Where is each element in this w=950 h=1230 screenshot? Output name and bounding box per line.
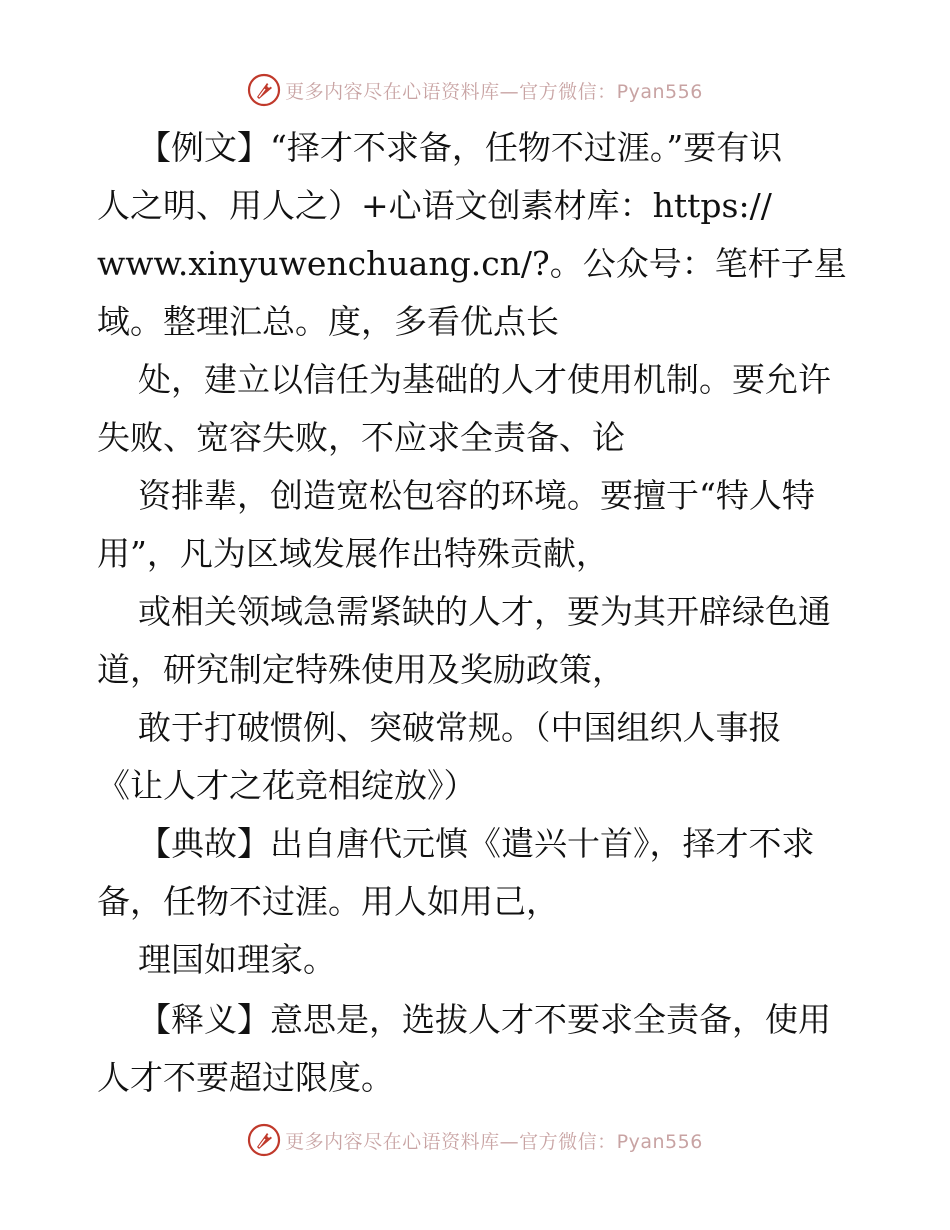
- text-line: www.xinyuwenchuang.cn/?。公众号：笔杆子星: [97, 244, 847, 283]
- text-line: 道，研究制定特殊使用及奖励政策，: [97, 650, 625, 689]
- text-line: 域。整理汇总。度，多看优点长: [97, 302, 559, 341]
- text-line: 用”，凡为区域发展作出特殊贡献，: [97, 534, 609, 573]
- text-line: 【例文】“择才不求备，任物不过涯。”要有识: [138, 128, 783, 167]
- footer-banner-text: 更多内容尽在心语资料库—官方微信：Pyan556: [285, 1130, 703, 1153]
- text-line: 或相关领域急需紧缺的人才，要为其开辟绿色通: [138, 592, 831, 631]
- text-line: 资排辈，创造宽松包容的环境。要擅于“特人特: [138, 476, 815, 515]
- header-banner-text: 更多内容尽在心语资料库—官方微信：Pyan556: [285, 80, 703, 103]
- text-line: 《让人才之花竞相绽放》）: [97, 766, 477, 805]
- text-line: 人之明、用人之）+心语文创素材库：https://: [97, 186, 772, 225]
- text-line: 人才不要超过限度。: [97, 1058, 394, 1097]
- text-line: 处，建立以信任为基础的人才使用机制。要允许: [138, 360, 831, 399]
- text-line: 备，任物不过涯。用人如用己，: [97, 882, 559, 921]
- text-line: 【释义】意思是，选拔人才不要求全责备，使用: [138, 1000, 831, 1039]
- text-line: 失败、宽容失败，不应求全责备、论: [97, 418, 625, 457]
- footer-banner: [0, 1120, 950, 1160]
- text-line: 【典故】出自唐代元慎《遣兴十首》，择才不求: [138, 824, 815, 863]
- pen-nib-logo-icon: [247, 73, 281, 107]
- header-banner: [0, 70, 950, 110]
- text-line: 敢于打破惯例、突破常规。（中国组织人事报: [138, 708, 782, 747]
- pen-nib-logo-icon: [247, 1123, 281, 1157]
- text-line: 理国如理家。: [138, 940, 336, 979]
